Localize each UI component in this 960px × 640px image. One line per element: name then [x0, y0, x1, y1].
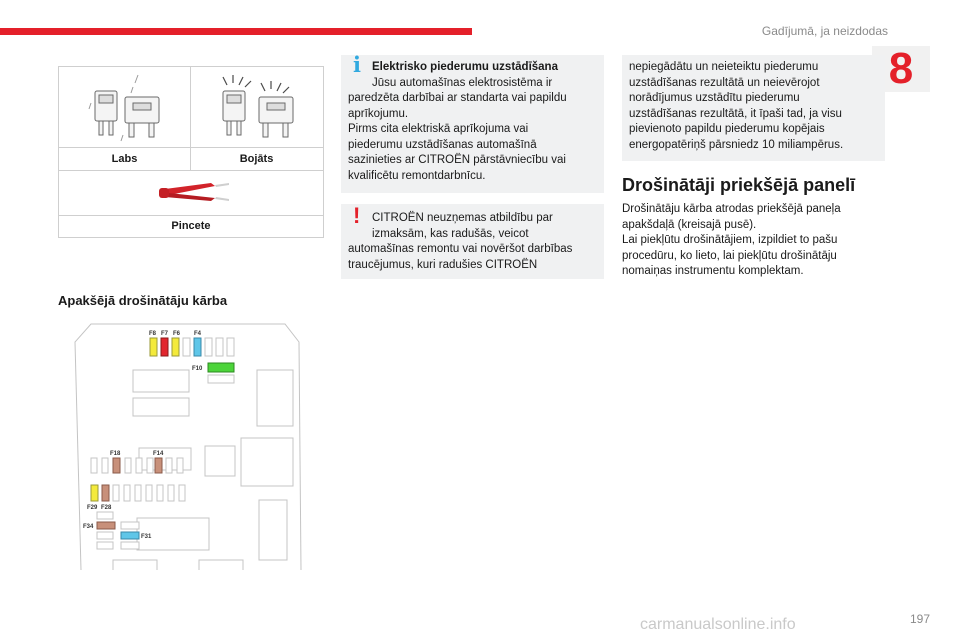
- body-line: nomaiņas instrumentu komplektam.: [622, 265, 804, 277]
- warning-line: CITROËN neuzņemas atbildību par: [372, 212, 553, 224]
- front-panel-title: Drošinātāji priekšējā panelī: [622, 175, 856, 195]
- front-panel-text: [622, 202, 885, 280]
- warning-continued-box: [622, 55, 885, 161]
- label-f34: F34: [83, 524, 94, 530]
- fuse-illustration-table: [58, 66, 324, 238]
- good-fuse-illustration: [59, 67, 190, 147]
- label-f6: F6: [173, 331, 181, 337]
- info-icon: i: [353, 52, 361, 77]
- warning-icon: !: [353, 203, 361, 228]
- info-line: Jūsu automašīnas elektrosistēma ir: [372, 76, 553, 89]
- tweezers-label: Pincete: [171, 220, 211, 232]
- label-f4: F4: [194, 331, 202, 337]
- fuse-images-row: [59, 67, 323, 148]
- warning-line: automašīnas remontu vai novēršot darbības: [348, 243, 573, 255]
- continued-line: uzstādīšanas rezultātā un neievērojot: [629, 76, 820, 89]
- continued-line: uzstādīšanas rezultātā, it īpaši tad, ja visu: [629, 107, 842, 120]
- info-line: paredzēta darbībai ar standarta vai papildu: [348, 92, 567, 104]
- liability-warning-box: [341, 204, 604, 279]
- blown-fuse-illustration: [191, 67, 323, 147]
- page-number: 197: [909, 612, 930, 626]
- warning-line: traucējumus, kuri radušies CITROËN: [348, 258, 538, 271]
- body-line: apakšdaļā (kreisajā pusē).: [622, 218, 757, 231]
- info-line: aprīkojumu.: [348, 107, 409, 120]
- fuse-caption-row: [59, 148, 323, 171]
- info-line: Pirms cita elektriskā aprīkojuma vai: [348, 123, 529, 135]
- lower-fusebox-title: Apakšējā drošinātāju kārba: [58, 293, 228, 308]
- label-f8: F8: [149, 331, 157, 337]
- tweezers-illustration: [59, 171, 323, 215]
- watermark: carmanualsonline.info: [640, 616, 796, 633]
- body-line: Drošinātāju kārba atrodas priekšējā paneļa: [622, 203, 841, 215]
- label-f14: F14: [153, 451, 164, 457]
- info-box-title: Elektrisko piederumu uzstādīšana: [372, 61, 558, 73]
- accessories-info-box: [341, 52, 604, 193]
- info-line: piederumu uzstādīšanas automašīnā: [348, 138, 537, 151]
- label-f28: F28: [101, 505, 112, 511]
- body-line: procedūru, ko lieto, lai piekļūtu drošinātāju: [622, 249, 837, 262]
- tweezers-row: [59, 171, 323, 216]
- label-f7: F7: [161, 331, 169, 337]
- label-f29: F29: [87, 505, 98, 511]
- chapter-number: 8: [872, 46, 930, 92]
- continued-line: nepiegādātu un neieteiktu piederumu: [629, 61, 819, 73]
- section-header: Gadījumā, ja neizdodas: [761, 24, 888, 38]
- chapter-color-bar: [0, 28, 472, 35]
- continued-line: norādījumus uzstādītu piederumu: [629, 92, 800, 104]
- blown-label: Bojāts: [239, 153, 274, 165]
- continued-line: energopatēriņš pārsniedz 10 miliampērus.: [629, 138, 844, 151]
- good-label: Labs: [111, 153, 138, 165]
- body-line: Lai piekļūtu drošinātājiem, izpildiet to pašu: [622, 234, 838, 246]
- lower-fusebox-diagram: [73, 322, 303, 570]
- label-f31: F31: [141, 534, 152, 540]
- continued-line: pievienoto papildu piederumu kopējais: [629, 123, 825, 135]
- warning-line: izmaksām, kas radušās, veicot: [372, 227, 529, 240]
- label-f10: F10: [192, 366, 203, 372]
- label-f18: F18: [110, 451, 121, 457]
- info-line: kvalificētu remontdarbnīcu.: [348, 169, 486, 182]
- info-line: sazinieties ar CITROËN pārstāvniecību vai: [348, 154, 566, 166]
